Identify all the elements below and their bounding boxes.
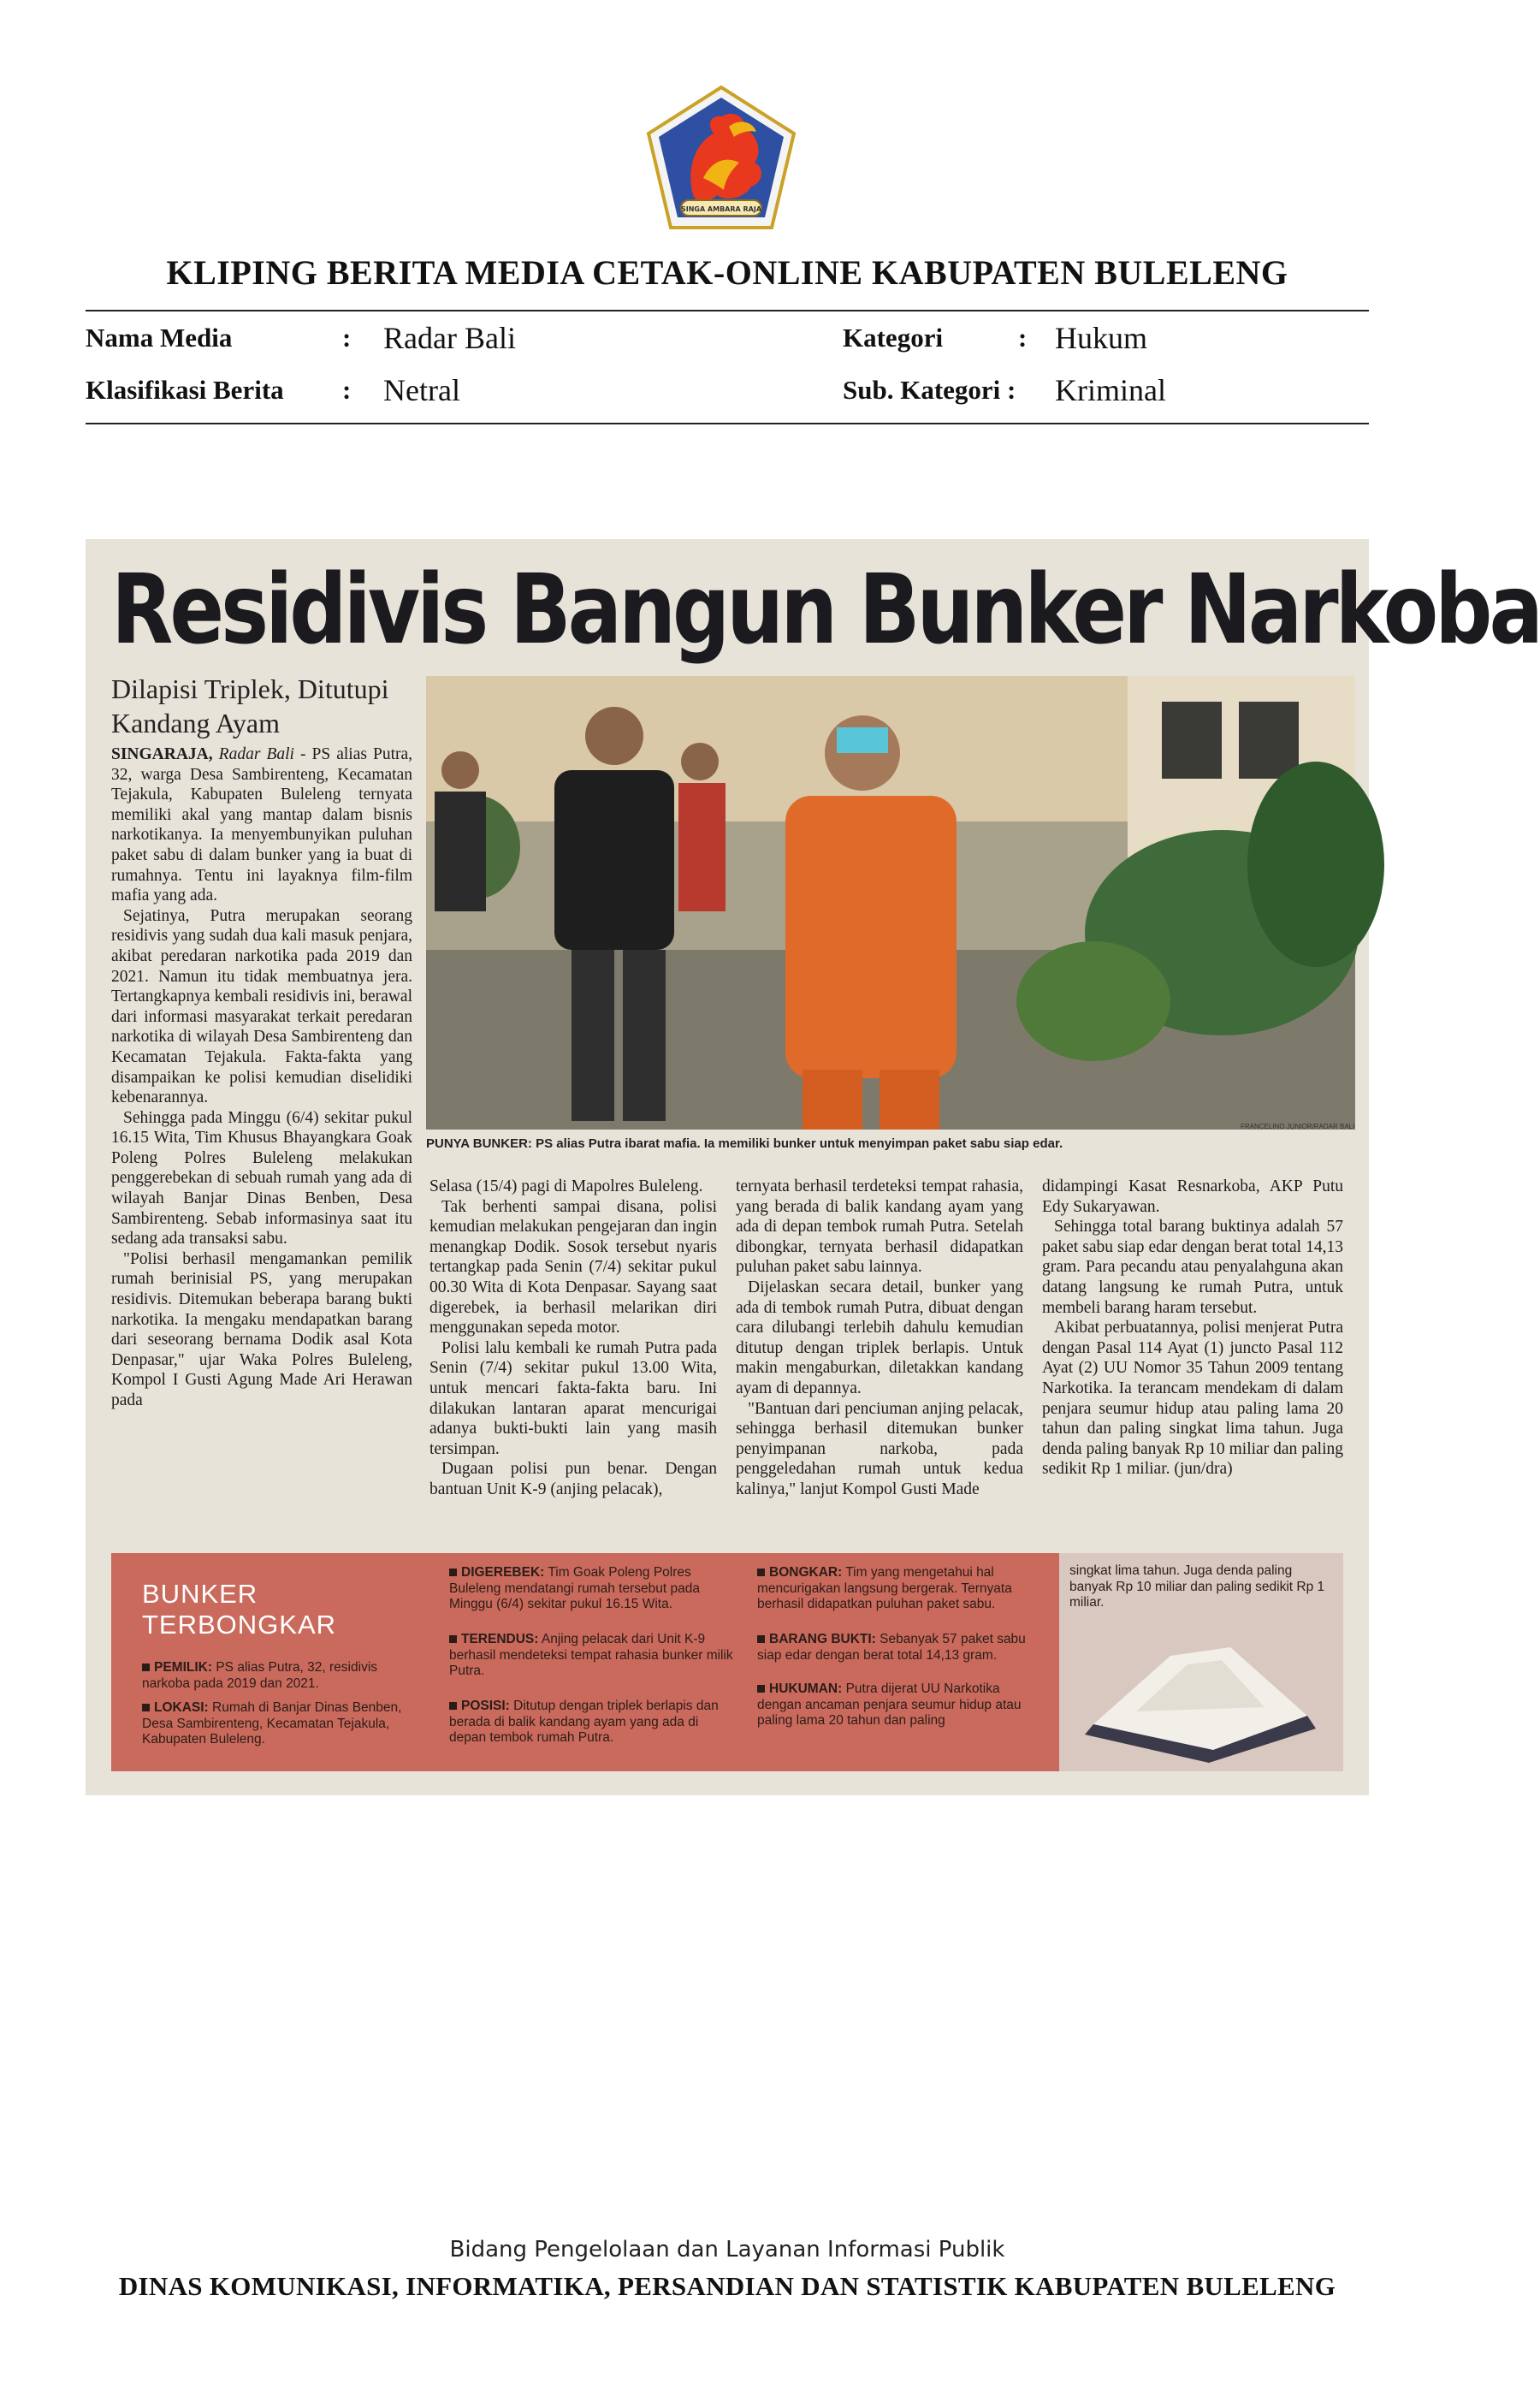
infobox-item-hukuman: HUKUMAN: Putra dijerat UU Narkotika dengan ancaman penjara seumur hidup atau paling lama 20 tahun dan paling (757, 1681, 1022, 1728)
photo-credit: FRANCELINO JUNIOR/RADAR BALI (1241, 1123, 1355, 1130)
kategori-label: Kategori (843, 323, 944, 353)
infobox-item-digerebek: DIGEREBEK: Tim Goak Poleng Polres Buleleng mendatangi rumah tersebut pada Minggu (6/4) sekitar pukul 16.15 Wita. (449, 1565, 700, 1611)
paragraph: didampingi Kasat Resnarkoba, AKP Putu Edy Sukaryawan. (1042, 1177, 1343, 1216)
article-photo (426, 676, 1355, 1130)
paragraph: "Bantuan dari penciuman anjing pelacak, sehingga berhasil ditemukan bunker penyimpanan narkoba, pada penggeledahan rumah untuk kedua kalinya," lanjut Kompol Gusti Made (736, 1399, 1023, 1498)
paragraph: Polisi lalu kembali ke rumah Putra pada Senin (7/4) sekitar pukul 13.00 Wita, untuk mencari fakta-fakta baru. Ini dilakukan lantaran aparat mencurigai adanya bukti-bukti lain yang masih tersimpan. (429, 1338, 717, 1458)
paragraph: Tak berhenti sampai disana, polisi kemudian melakukan pengejaran dan ingin menangkap Dodik. Sosok tersebut nyaris tertangkap pada Senin (7/4) sekitar pukul 00.30 Wita di Kota Denpasar. Sayang saat digerebek, ia berhasil melarikan diri menggunakan sepeda motor. (429, 1197, 717, 1337)
header-rule-top (86, 310, 1369, 311)
klasifikasi-value: Netral (383, 373, 460, 407)
document-title: KLIPING BERITA MEDIA CETAK-ONLINE KABUPATEN BULELENG (166, 253, 1288, 292)
klasifikasi-colon: : (342, 375, 352, 405)
klasifikasi-label: Klasifikasi Berita (86, 375, 284, 405)
infobox-item-barang-bukti: BARANG BUKTI: Sebanyak 57 paket sabu siap edar dengan berat total 14,13 gram. (757, 1632, 1026, 1663)
article-column-1 (111, 744, 412, 1411)
bunker-infobox (111, 1553, 1343, 1771)
infobox-item-terendus: TERENDUS: Anjing pelacak dari Unit K-9 berhasil mendeteksi tempat rahasia bunker milik Putra. (449, 1632, 733, 1678)
nama-media-value: Radar Bali (383, 321, 516, 355)
paragraph: SINGARAJA, Radar Bali - PS alias Putra, 32, warga Desa Sambirenteng, Kecamatan Tejakula, Kabupaten Buleleng ternyata memiliki akal yang mantap dalam bisnis narkotikanya. Ia menyembunyikan puluhan paket sabu di dalam bunker yang ia buat di rumahnya. Tentu ini layaknya film-film mafia yang ada. (111, 745, 413, 905)
paragraph: "Polisi berhasil mengamankan pemilik rumah berinisial PS, yang merupakan residivis. Ditemukan beberapa barang bukti narkotika. Ia mengaku mendapatkan barang dari seseorang bernama Dodik asal Kota Denpasar," ujar Waka Polres Buleleng, Kompol I Gusti Agung Made Ari Herawan pada (111, 1249, 412, 1409)
nama-media-label: Nama Media (86, 323, 233, 353)
buleleng-logo (643, 84, 799, 231)
kategori-colon: : (1018, 323, 1028, 353)
header-rule-bottom (86, 423, 1369, 424)
infobox-item-pemilik: PEMILIK: PS alias Putra, 32, residivis narkoba pada 2019 dan 2021. (142, 1660, 378, 1691)
footer-subtitle: Bidang Pengelolaan dan Layanan Informasi Publik (449, 2237, 1005, 2263)
article-column-2 (429, 1177, 717, 1500)
kategori-value: Hukum (1055, 321, 1147, 355)
svg-text:SINGA AMBARA RAJA: SINGA AMBARA RAJA (680, 205, 762, 213)
infobox-title: BUNKER TERBONGKAR (142, 1579, 337, 1640)
evidence-photo-text: singkat lima tahun. Juga denda paling banyak Rp 10 miliar dan paling sedikit Rp 1 miliar. (1069, 1563, 1325, 1610)
paragraph: Dijelaskan secara detail, bunker yang ada di tembok rumah Putra, dibuat dengan cara dilubangi terlebih dahulu kemudian ditutup dengan triplek berlapis. Untuk makin mengaburkan, diletakkan kandang ayam di depannya. (736, 1278, 1023, 1397)
newspaper-clipping (86, 539, 1540, 1795)
footer-agency: DINAS KOMUNIKASI, INFORMATIKA, PERSANDIAN DAN STATISTIK KABUPATEN BULELENG (118, 2271, 1336, 2301)
article-headline: Residivis Bangun Bunker Narkoba (111, 555, 1540, 667)
paragraph: Sejatinya, Putra merupakan seorang residivis yang sudah dua kali masuk penjara, akibat peredaran narkotika pada 2019 dan 2021. Namun itu tidak membuatnya jera. Tertangkapnya kembali residivis ini, berawal dari informasi masyarakat terkait peredaran narkotika di wilayah Desa Sambirenteng dan Kecamatan Tejakula. Fakta-fakta yang disampaikan ke polisi kemudian diselidiki kebenarannya. (111, 906, 412, 1107)
photo-caption: PUNYA BUNKER: PS alias Putra ibarat mafia. Ia memiliki bunker untuk menyimpan paket sabu siap edar. (426, 1136, 1063, 1151)
paragraph: Dugaan polisi pun benar. Dengan bantuan Unit K-9 (anjing pelacak), (429, 1460, 717, 1498)
infobox-item-posisi: POSISI: Ditutup dengan triplek berlapis dan berada di balik kandang ayam yang ada di depan tembok rumah Putra. (449, 1699, 719, 1745)
paragraph: ternyata berhasil terdeteksi tempat rahasia, yang berada di balik kandang ayam yang ada di depan tembok rumah Putra. Setelah dibongkar, ternyata berhasil didapatkan puluhan paket sabu lainnya. (736, 1177, 1023, 1277)
article-subhead: Dilapisi Triplek, Ditutupi Kandang Ayam (111, 673, 389, 738)
paragraph: Sehingga pada Minggu (6/4) sekitar pukul 16.15 Wita, Tim Khusus Bhayangkara Goak Poleng Polres Buleleng melakukan penggerebekan di sebuah rumah yang ada di wilayah Banjar Dinas Benben, Desa Sambirenteng. Sebab informasinya saat itu sedang ada transaksi sabu. (111, 1108, 412, 1248)
infobox-item-bongkar: BONGKAR: Tim yang mengetahui hal mencurigakan langsung bergerak. Ternyata berhasil didapatkan puluhan paket sabu. (757, 1565, 1012, 1611)
paragraph: Sehingga total barang buktinya adalah 57 paket sabu siap edar dengan berat total 14,13 gram. Para pecandu atau penyalahguna akan datang langsung ke rumah Putra, untuk membeli barang haram tersebut. (1042, 1218, 1343, 1317)
nama-media-colon: : (342, 323, 352, 353)
article-column-3 (736, 1177, 1023, 1500)
paragraph: Selasa (15/4) pagi di Mapolres Buleleng. (429, 1177, 703, 1195)
paragraph: Akibat perbuatannya, polisi menjerat Putra dengan Pasal 114 Ayat (1) juncto Pasal 112 Ayat (2) UU Nomor 35 Tahun 2009 tentang Narkotika. Ia terancam mendekam di dalam penjara seumur hidup atau paling lama 20 tahun dan paling singkat lima tahun. Juga denda paling banyak Rp 10 miliar dan paling sedikit Rp 1 miliar. (jun/dra) (1042, 1319, 1343, 1479)
sub-kategori-label: Sub. Kategori : (843, 375, 1016, 405)
infobox-item-lokasi: LOKASI: Rumah di Banjar Dinas Benben, Desa Sambirenteng, Kecamatan Tejakula, Kabupaten Buleleng. (142, 1700, 402, 1747)
sub-kategori-value: Kriminal (1055, 373, 1166, 407)
article-column-4 (1042, 1177, 1343, 1480)
